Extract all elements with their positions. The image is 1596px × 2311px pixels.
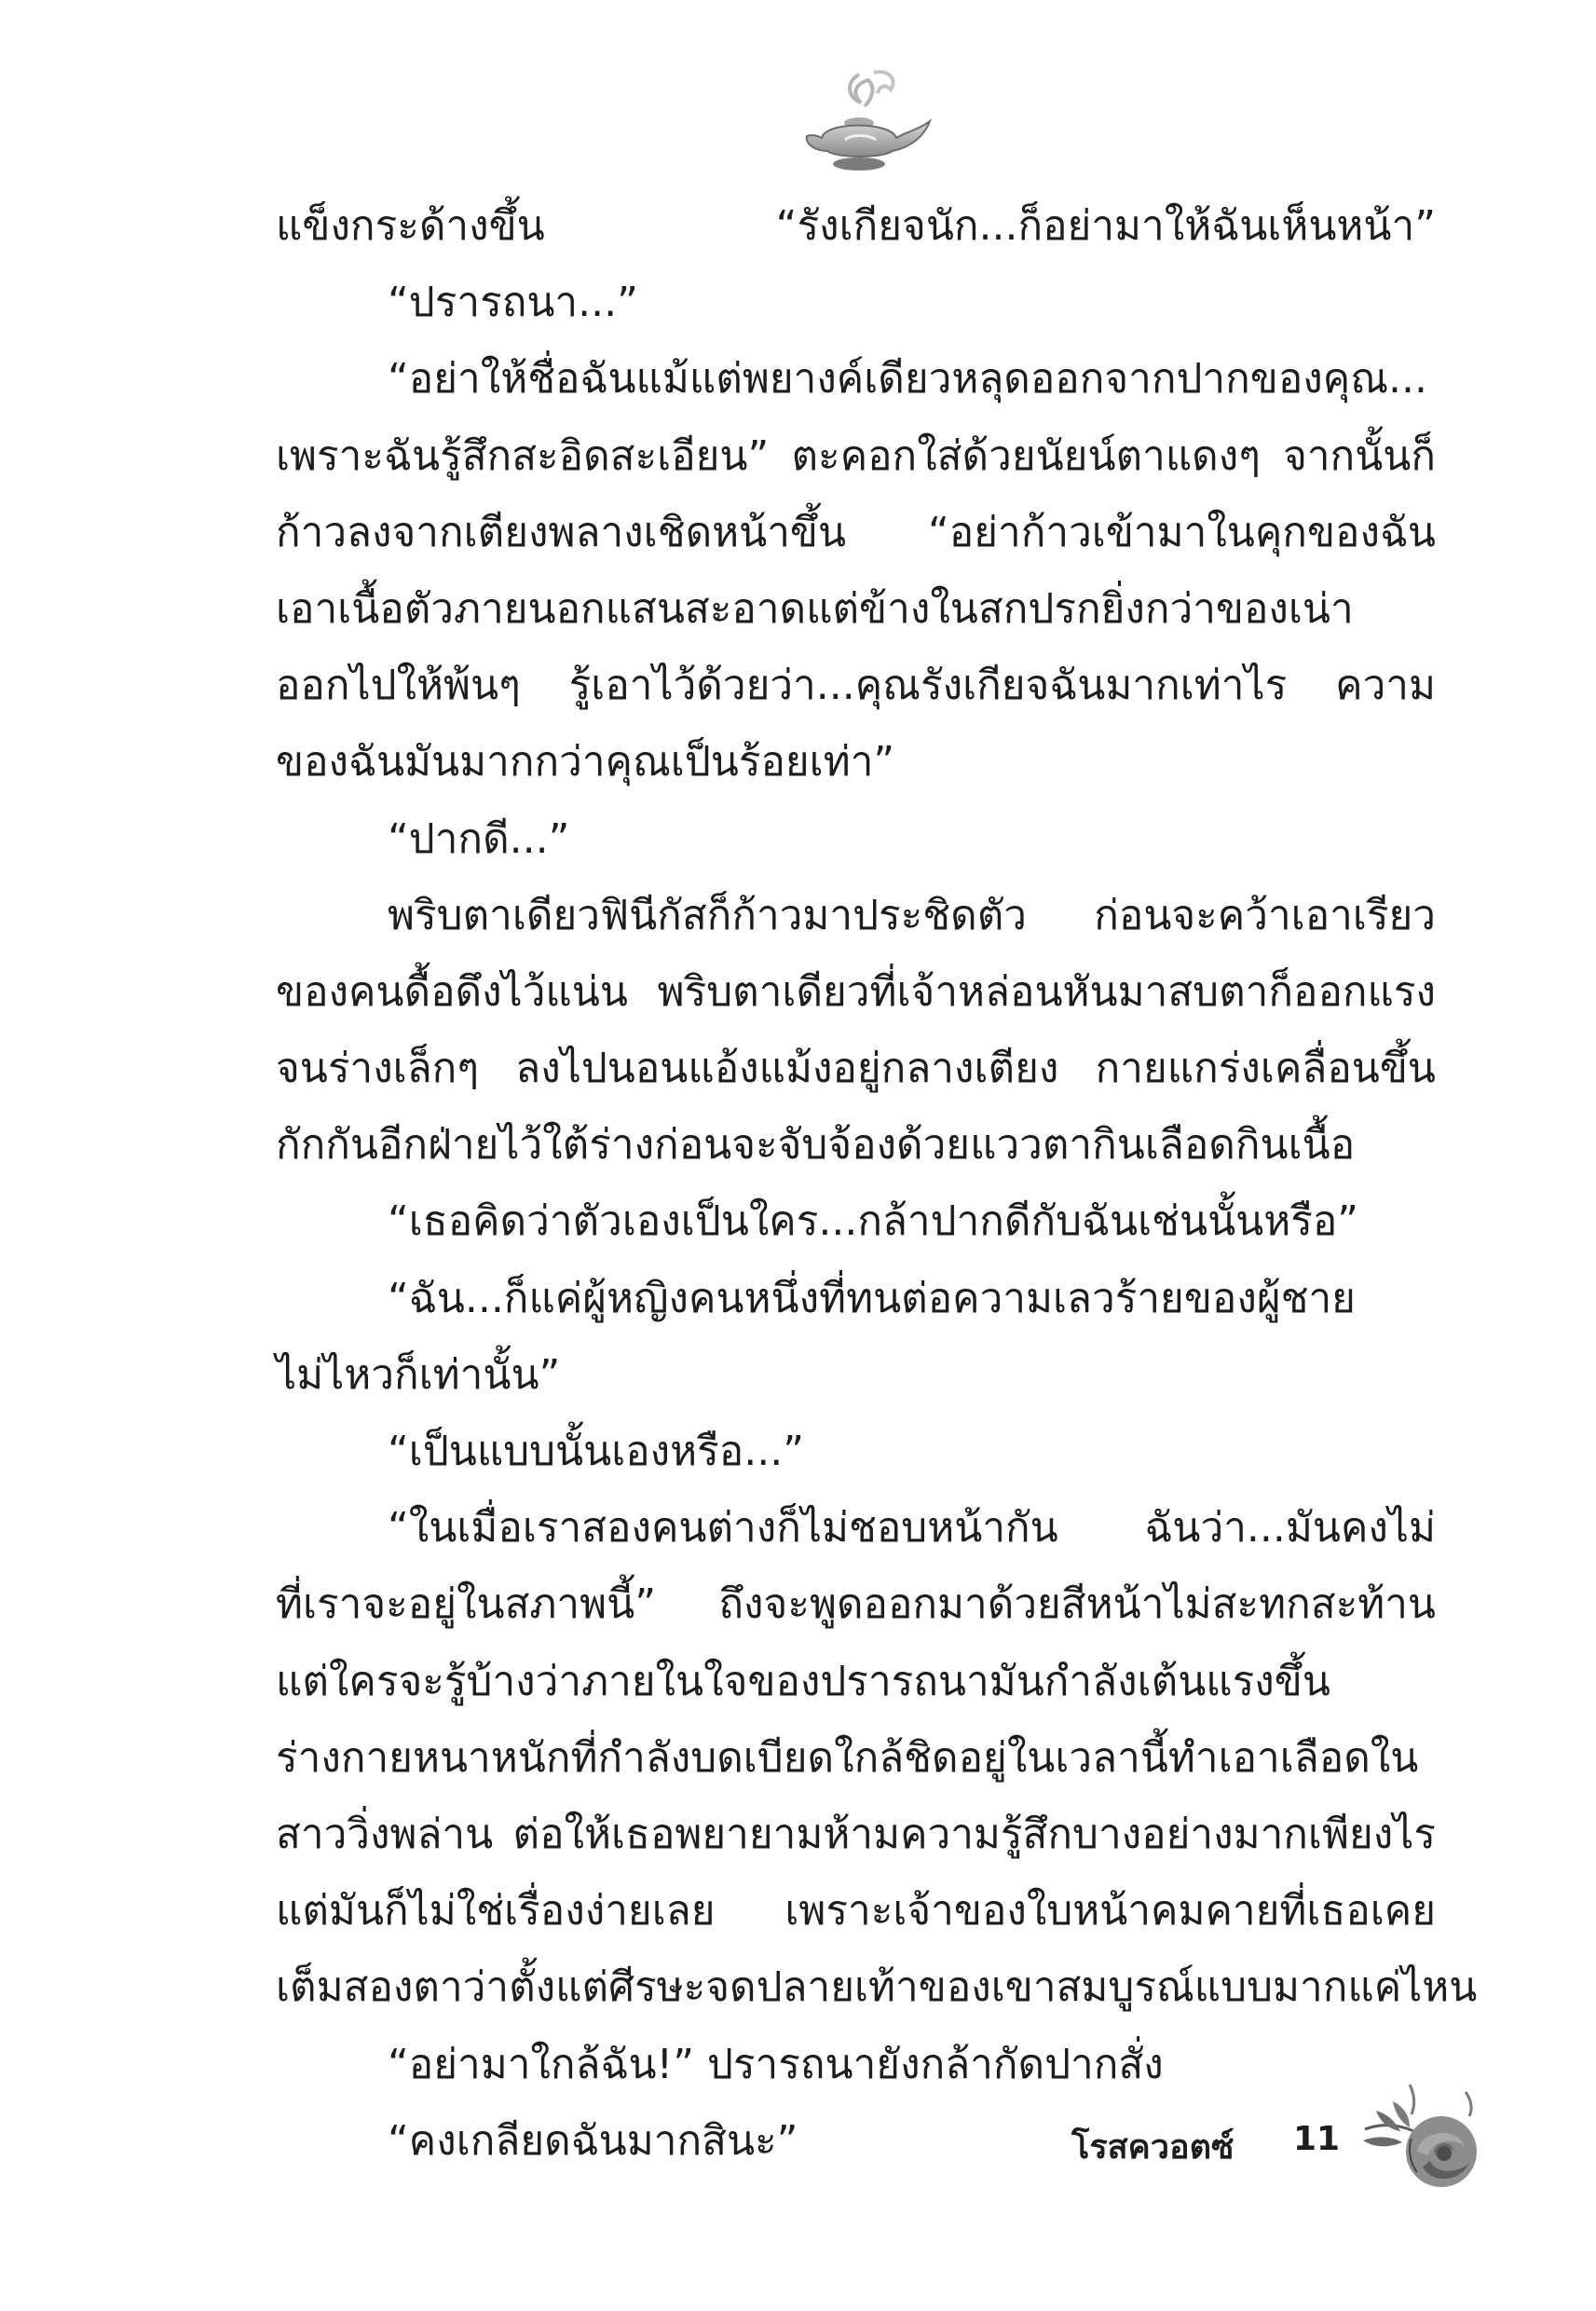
text-line: “ฉัน...ก็แค่ผู้หญิงคนหนึ่งที่ทนต่อความเลวร้ายของผู้ชาย [388, 1274, 1356, 1322]
text-line: แต่มันก็ไม่ใช่เรื่องง่ายเลย เพราะเจ้าของใบหน้าคมคายที่เธอเคย [276, 1887, 1436, 1935]
text-line: “ปรารถนา...” [388, 279, 638, 327]
genie-lamp-icon [794, 65, 934, 177]
text-line: ของฉันมันมากกว่าคุณเป็นร้อยเท่า” [276, 738, 895, 786]
text-line: “ปากดี...” [388, 814, 570, 863]
text-line: “อย่าให้ชื่อฉันแม้แต่พยางค์เดียวหลุดออกจากปากของคุณ... [388, 355, 1427, 403]
text-line: แข็งกระด้างขึ้น “รังเกียจนัก...ก็อย่ามาให้ฉันเห็นหน้า” [276, 202, 1436, 250]
story-body [276, 188, 1478, 2180]
text-line: เอาเนื้อตัวภายนอกแสนสะอาดแต่ข้างในสกปรกยิ่งกว่าของเน่า [276, 584, 1354, 633]
text-line: พริบตาเดียวฟินีกัสก็ก้าวมาประชิดตัว ก่อนจะคว้าเอาเรียว [388, 891, 1436, 939]
text-line: ไม่ไหวก็เท่านั้น” [276, 1350, 561, 1399]
text-line: จนร่างเล็กๆ ลงไปนอนแอ้งแม้งอยู่กลางเตียง กายแกร่งเคลื่อนขึ้น [276, 1045, 1436, 1093]
text-line: ออกไปให้พ้นๆ รู้เอาไว้ด้วยว่า...คุณรังเกียจฉันมากเท่าไร ความ [276, 662, 1436, 710]
text-line: กักกันอีกฝ่ายไว้ใต้ร่างก่อนจะจับจ้องด้วยแววตากินเลือดกินเนื้อ [276, 1121, 1356, 1169]
text-line: ก้าวลงจากเตียงพลางเชิดหน้าขึ้น “อย่าก้าวเข้ามาในคุกของฉัน [276, 508, 1436, 556]
text-line: “คงเกลียดฉันมากสินะ” [388, 2116, 798, 2165]
book-title: โรสควอตซ์ [1071, 2128, 1235, 2167]
text-line: “ในเมื่อเราสองคนต่างก็ไม่ชอบหน้ากัน ฉันว่า...มันคงไม่ [388, 1504, 1436, 1552]
text-line: สาววิ่งพล่าน ต่อให้เธอพยายามห้ามความรู้สึกบางอย่างมากเพียงไร [276, 1810, 1436, 1858]
rose-icon [1356, 2073, 1495, 2213]
text-line: ที่เราจะอยู่ในสภาพนี้” ถึงจะพูดออกมาด้วยสีหน้าไม่สะทกสะท้าน [276, 1580, 1436, 1629]
text-line: “อย่ามาใกล้ฉัน!” ปรารถนายังกล้ากัดปากสั่ง [388, 2040, 1164, 2088]
page-number: 11 [1293, 2120, 1341, 2158]
text-line: “เป็นแบบนั้นเองหรือ...” [388, 1428, 804, 1475]
text-line: “เธอคิดว่าตัวเองเป็นใคร...กล้าปากดีกับฉันเช่นนั้นหรือ” [388, 1197, 1359, 1246]
text-line: ของคนดื้อดึงไว้แน่น พริบตาเดียวที่เจ้าหล่อนหันมาสบตาก็ออกแรง [276, 967, 1436, 1016]
text-line: เต็มสองตาว่าตั้งแต่ศีรษะจดปลายเท้าของเขาสมบูรณ์แบบมากแค่ไหน [276, 1963, 1478, 2012]
text-line: ร่างกายหนาหนักที่กำลังบดเบียดใกล้ชิดอยู่ในเวลานี้ทำเอาเลือดใน [276, 1733, 1419, 1782]
text-line: แต่ใครจะรู้บ้างว่าภายในใจของปรารถนามันกำลังเต้นแรงขึ้น [276, 1657, 1330, 1705]
text-line: เพราะฉันรู้สึกสะอิดสะเอียน” ตะคอกใส่ด้วยนัยน์ตาแดงๆ จากนั้นก็ [276, 431, 1436, 480]
